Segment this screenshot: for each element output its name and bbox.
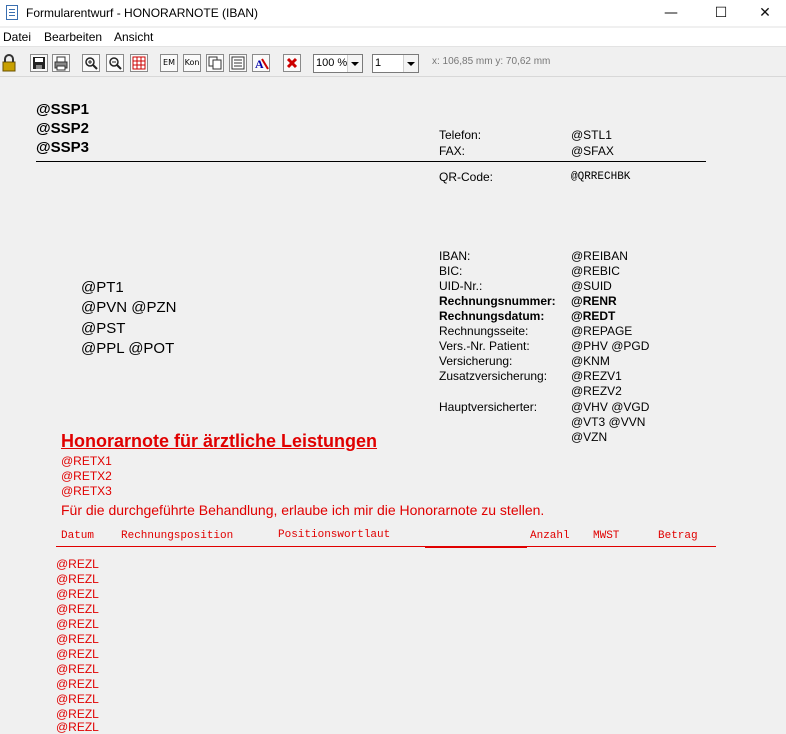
font-icon[interactable] <box>252 54 270 72</box>
insurance-label: Versicherung: <box>439 354 513 368</box>
zoom-out-icon[interactable] <box>106 54 124 72</box>
table-row: @REZL <box>56 720 99 734</box>
grid-icon[interactable] <box>130 54 148 72</box>
list-icon[interactable] <box>229 54 247 72</box>
menu-bearbeiten[interactable]: Bearbeiten <box>44 30 103 44</box>
qr-value: @QRRECHBK <box>571 171 631 183</box>
invoice-date-value: @REDT <box>571 309 616 323</box>
phone-value: @STL1 <box>571 128 612 142</box>
table-row: @REZL <box>56 692 99 706</box>
sender-line-2: @SSP2 <box>36 120 89 137</box>
chevron-down-icon[interactable] <box>347 55 362 72</box>
uid-value: @SUID <box>571 279 612 293</box>
zoom-in-icon[interactable] <box>82 54 100 72</box>
invoice-number-label: Rechnungsnummer: <box>439 294 556 308</box>
bic-label: BIC: <box>439 264 463 278</box>
table-row: @REZL <box>56 647 99 661</box>
chevron-down-icon[interactable] <box>403 55 418 72</box>
fax-label: FAX: <box>439 144 466 158</box>
lock-icon[interactable] <box>0 54 18 72</box>
page-value: 1 <box>375 57 382 69</box>
intro-text: Für die durchgeführte Behandlung, erlaube ich mir die Honorarnote zu stellen. <box>61 502 545 518</box>
column-header-rechnungsposition: Rechnungsposition <box>121 530 234 542</box>
iban-label: IBAN: <box>439 249 471 263</box>
zoom-value: 100 % <box>316 57 348 69</box>
save-icon[interactable] <box>30 54 48 72</box>
page-select[interactable] <box>372 54 419 73</box>
column-header-anzahl: Anzahl <box>530 530 570 542</box>
insurance-value: @KNM <box>571 354 610 368</box>
patient-insurance-value: @PHV @PGD <box>571 339 650 353</box>
main-insured-value-2: @VT3 @VVN <box>571 415 646 429</box>
column-header-betrag: Betrag <box>658 530 698 542</box>
supplementary-insurance-value-2: @REZV2 <box>571 384 622 398</box>
main-insured-value-1: @VHV @VGD <box>571 400 650 414</box>
table-row: @REZL <box>56 572 99 586</box>
invoice-date-label: Rechnungsdatum: <box>439 309 545 323</box>
em-icon[interactable]: EM <box>160 54 178 72</box>
phone-label: Telefon: <box>439 128 482 142</box>
toolbar <box>0 48 786 77</box>
maximize-button[interactable]: ☐ <box>714 5 728 21</box>
invoice-page-value: @REPAGE <box>571 324 633 338</box>
print-icon[interactable] <box>52 54 70 72</box>
main-insured-value-3: @VZN <box>571 430 608 444</box>
minimize-button[interactable]: — <box>664 5 678 21</box>
supplementary-insurance-value-1: @REZV1 <box>571 369 622 383</box>
copy-icon[interactable] <box>206 54 224 72</box>
table-row: @REZL <box>56 662 99 676</box>
header-divider <box>36 161 706 162</box>
window-title: Formularentwurf - HONORARNOTE (IBAN) <box>26 6 259 20</box>
close-button[interactable]: ✕ <box>759 5 771 21</box>
table-row: @REZL <box>56 587 99 601</box>
kon-icon[interactable]: Kon <box>183 54 201 72</box>
recipient-line-3: @PST <box>81 320 126 337</box>
table-row: @REZL <box>56 707 99 721</box>
table-row: @REZL <box>56 632 99 646</box>
table-header-divider <box>56 546 716 547</box>
zoom-select[interactable] <box>313 54 363 73</box>
delete-icon[interactable] <box>283 54 301 72</box>
column-header-mwst: MWST <box>593 530 620 542</box>
sender-line-1: @SSP1 <box>36 101 89 118</box>
recipient-line-1: @PT1 <box>81 279 124 296</box>
patient-insurance-label: Vers.-Nr. Patient: <box>439 339 530 353</box>
menu-ansicht[interactable]: Ansicht <box>114 30 154 44</box>
svg-text:A: A <box>255 57 264 71</box>
sender-line-3: @SSP3 <box>36 139 89 156</box>
recipient-line-4: @PPL @POT <box>81 340 175 357</box>
table-header-divider-accent <box>425 547 527 548</box>
qr-label: QR-Code: <box>439 170 494 184</box>
table-row: @REZL <box>56 617 99 631</box>
main-insured-label: Hauptversicherter: <box>439 400 538 414</box>
table-row: @REZL <box>56 677 99 691</box>
column-header-datum: Datum <box>61 530 95 542</box>
iban-value: @REIBAN <box>571 249 628 263</box>
retx-line-1: @RETX1 <box>61 454 112 468</box>
column-header-positionswortlaut: Positionswortlaut <box>278 529 391 541</box>
title-bar <box>0 0 786 26</box>
app-document-icon <box>6 5 18 20</box>
invoice-page-label: Rechnungsseite: <box>439 324 529 338</box>
uid-label: UID-Nr.: <box>439 279 483 293</box>
menu-datei[interactable]: Datei <box>3 30 32 44</box>
table-row: @REZL <box>56 557 99 571</box>
supplementary-insurance-label: Zusatzversicherung: <box>439 369 548 383</box>
table-row: @REZL <box>56 602 99 616</box>
retx-line-3: @RETX3 <box>61 484 112 498</box>
invoice-heading: Honorarnote für ärztliche Leistungen <box>61 431 378 451</box>
menu-bar <box>0 28 786 47</box>
bic-value: @REBIC <box>571 264 620 278</box>
retx-line-2: @RETX2 <box>61 469 112 483</box>
cursor-coordinates: x: 106,85 mm y: 70,62 mm <box>432 56 551 67</box>
fax-value: @SFAX <box>571 144 614 158</box>
recipient-line-2: @PVN @PZN <box>81 299 177 316</box>
invoice-number-value: @RENR <box>571 294 617 308</box>
